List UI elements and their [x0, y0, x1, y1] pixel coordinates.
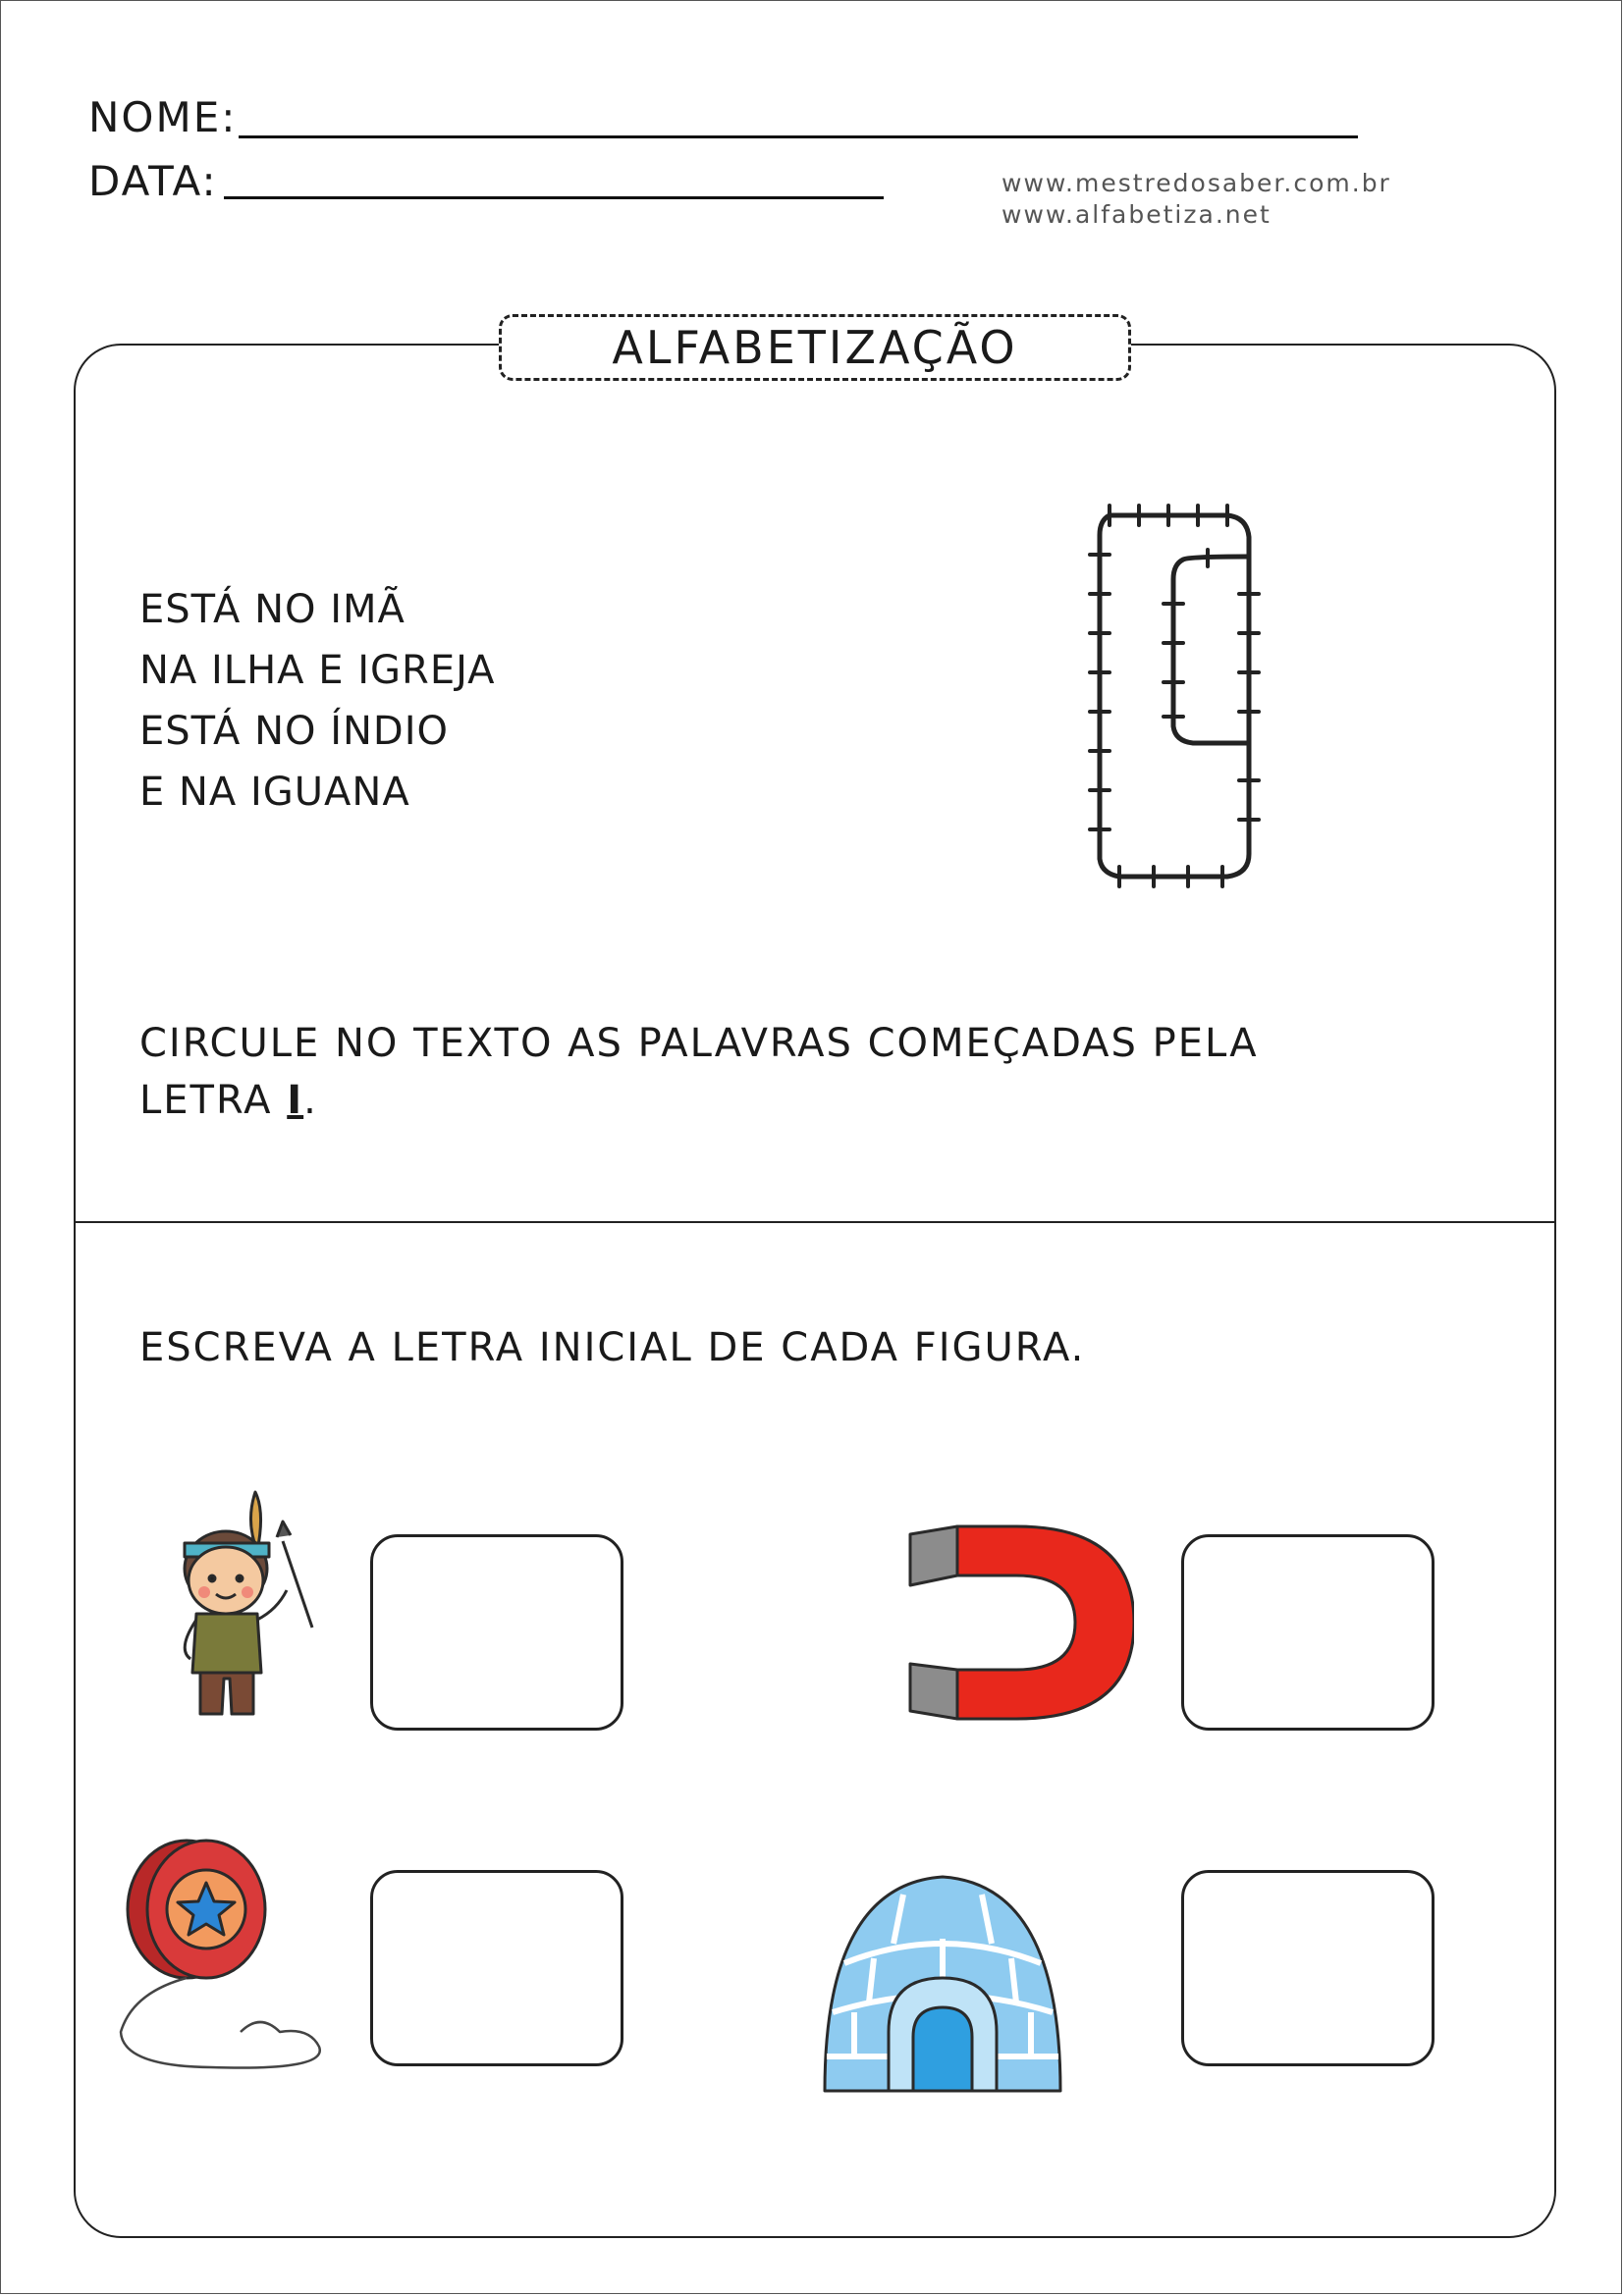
igloo-icon [815, 1865, 1070, 2110]
poem-line: NA ILHA E IGREJA [139, 648, 496, 693]
poem-line: ESTÁ NO ÍNDIO [139, 709, 449, 754]
answer-box-yoyo[interactable] [370, 1870, 623, 2066]
date-label: DATA: [88, 157, 218, 205]
answer-box-magnet[interactable] [1181, 1534, 1435, 1731]
section-divider [74, 1221, 1556, 1223]
name-field[interactable] [239, 135, 1358, 138]
target-letter: I [287, 1078, 304, 1123]
answer-box-igloo[interactable] [1181, 1870, 1435, 2066]
instruction-write: ESCREVA A LETRA INICIAL DE CADA FIGURA. [139, 1325, 1086, 1370]
stitched-letter-i-icon [1080, 496, 1286, 898]
instruction-line: LETRA I. [139, 1078, 318, 1123]
magnet-icon [889, 1497, 1134, 1742]
indian-boy-icon [167, 1482, 344, 1728]
name-label: NOME: [88, 93, 238, 141]
site-url-2: www.alfabetiza.net [1001, 200, 1272, 229]
instruction-line: CIRCULE NO TEXTO AS PALAVRAS COMEÇADAS PELA [139, 1021, 1259, 1066]
answer-box-indian[interactable] [370, 1534, 623, 1731]
poem [139, 579, 496, 823]
yoyo-icon [113, 1836, 339, 2081]
site-url-1: www.mestredosaber.com.br [1001, 169, 1391, 197]
worksheet-title: ALFABETIZAÇÃO [499, 314, 1131, 381]
poem-line: E NA IGUANA [139, 770, 410, 815]
date-field[interactable] [224, 196, 884, 199]
poem-line: ESTÁ NO IMÃ [139, 587, 406, 632]
instruction-circle [139, 1021, 1259, 1123]
